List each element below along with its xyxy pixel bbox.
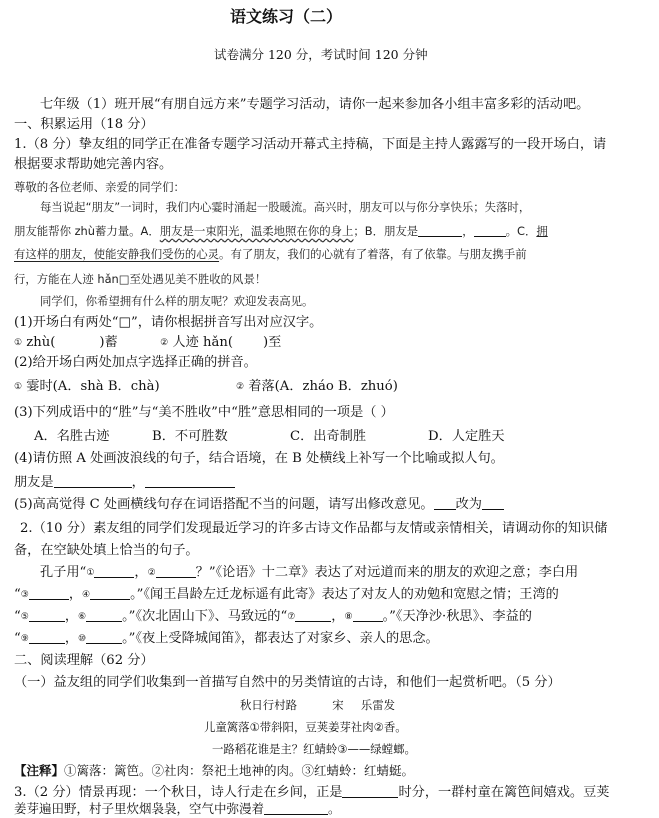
q2-line5 [14,608,532,626]
sq4-sep: ， [131,475,145,490]
q3-l1a: 3.（2 分）情景再现：一个秋日，诗人行走在乡间，正是 [14,785,343,800]
section2-part1: （一）益友组的同学们收集到一首描写自然中的另类情谊的古诗，和他们一起赏析吧。（5 分） [14,675,561,690]
blank-q2-8[interactable] [353,609,383,622]
c2: ② [147,568,156,578]
speech-l2e: 拥 [536,224,548,238]
sq1-b2: )至 [262,335,282,350]
speech-line4: 行，方能在人迹 hǎn□至处遇见美不胜收的风景！ [14,272,267,286]
q2-l5e: 。”《天净沙·秋思》、李益的 [382,609,532,624]
speech-greeting: 尊敬的各位老师、亲爱的同学们： [14,180,185,194]
option-b[interactable]: B．不可胜数 [152,429,228,444]
subq1-answers [14,334,281,352]
blank-q3-1[interactable] [342,785,398,798]
q3-l2b: 。 [328,801,341,816]
q2-l4b: ， [68,587,83,602]
sq5: (5)高高觉得 C 处画横线句存在词语搭配不当的问题，请写出修改意见。 [14,497,434,512]
c4: ④ [82,590,91,600]
poem-line1: 儿童篱落①带斜阳，豆荚姜芽社肉②香。 [204,720,407,734]
poem-line2: 一路稻花谁是主？红蜻蛉③——绿螳螂。 [212,742,416,756]
q2-l3a: 孔子用“ [40,565,87,580]
blank-q2-5[interactable] [29,609,65,622]
sq1-b: 人迹 hǎn( [172,335,233,350]
q2-l4c: 。”《闻王昌龄左迁龙标遥有此寄》表达了对友人的劝勉和宽慰之情；王湾的 [130,587,559,602]
section2-heading: 二、阅读理解（62 分） [14,653,154,668]
q3-line2 [14,800,341,818]
sq2-b: 着落(A．zháo B．zhuó) [248,379,398,394]
note-text: ①篱落：篱笆。②社肉：祭祀土地神的肉。③红蜻蛉：红蜻蜓。 [64,763,415,778]
q2-l5a: “ [14,609,21,624]
q2-line3 [40,564,578,582]
speech-l2b: ；B．朋友是 [353,224,419,238]
c9: ⑨ [20,634,29,644]
speech-line1: 每当说起“朋友”一词时，我们内心霎时涌起一股暖流。高兴时，朋友可以与你分享快乐；失落时， [40,200,531,214]
circle-2: ② [160,338,169,348]
c1: ① [86,568,95,578]
sq5-change: 改为 [455,497,482,512]
poem-title: 秋日行村路 [240,698,297,712]
circle-2b: ② [236,382,245,392]
blank-b1[interactable] [418,224,462,237]
blank-q2-4[interactable] [90,587,130,600]
speech-line5: 同学们，你希望拥有什么样的朋友呢？欢迎发表高见。 [40,294,314,308]
q2-line4 [14,586,559,604]
blank-q2-9[interactable] [29,631,65,644]
blank-q2-2[interactable] [156,565,196,578]
q2-l5c: 。”《次北固山下》、马致远的“ [122,609,288,624]
sq2-a: 霎时(A．shà B．chà) [26,379,160,394]
exam-info: 试卷满分 120 分，考试时间 120 分钟 [214,47,428,62]
q2-l3c: ？”《论语》十二章》表达了对远道而来的朋友的欢迎之意；李白用 [195,565,579,580]
blank-q2-3[interactable] [29,587,69,600]
q1-line1: 1.（8 分）挚友组的同学正在准备专题学习活动开幕式主持稿，下面是主持人露露写的一段开场白，请 [14,137,607,152]
blank-q2-1[interactable] [94,565,134,578]
subq3-options [34,428,505,446]
c3: ③ [20,590,29,600]
circle-1b: ① [14,382,23,392]
blank-4a[interactable] [54,475,132,488]
subq4: (4)请仿照 A 处画波浪线的句子，结合语境，在 B 处横线上补写一个比喻或拟人句。 [14,451,504,466]
poem-author: 乐雷发 [360,698,396,712]
note-label: 【注释】 [14,763,65,778]
option-d[interactable]: D．人定胜天 [428,429,505,444]
option-c[interactable]: C．出奇制胜 [290,429,367,444]
underlined-sentence-c: 有这样的朋友，使能安静我们受伤的心灵 [14,247,220,261]
blank-5a[interactable] [434,497,456,510]
speech-l3b: 。有了朋友，我们的心就有了着落，有了依靠。与朋友携手前 [219,247,527,261]
poem-dynasty: 宋 [332,698,344,712]
section1-heading: 一、积累运用（18 分） [14,117,154,132]
q2-l6a: “ [14,631,21,646]
q2-l5b: ， [64,609,79,624]
q2-line6 [14,630,439,648]
blank-b2[interactable] [474,224,506,237]
q2-l4a: “ [14,587,21,602]
c6: ⑥ [78,612,87,622]
q2-line1: 2.（10 分）素友组的同学们发现最近学习的许多古诗文作品都与友情或亲情相关，请调动你的知识储 [20,521,608,536]
circle-1: ① [14,338,23,348]
c8: ⑧ [344,612,353,622]
q3-l1b: 时分，一群村童在篱笆间嬉戏。豆荚 [398,785,610,800]
blank-q2-6[interactable] [86,609,122,622]
sq4-ans: 朋友是 [14,475,54,490]
q3-l2a: 姜芽遍田野，村子里炊烟袅袅，空气中弥漫着 [14,801,265,816]
option-a[interactable]: A．名胜古迹 [34,429,110,444]
speech-l2a: 朋友能帮你 zhù蓄力量。A． [14,224,160,238]
subq4-answer [14,474,235,492]
poem-notes [14,762,414,780]
subq5 [14,496,504,514]
subq3: (3)下列成语中的“胜”与“美不胜收”中“胜”意思相同的一项是（ ） [14,405,394,420]
blank-q2-7[interactable] [295,609,331,622]
q1-line2: 根据要求帮助她完善内容。 [14,157,173,172]
page-title: 语文练习（二） [230,7,343,26]
sq1-a: zhù( [26,335,56,350]
subq2-options [14,378,398,396]
q2-l6c: 。”《夜上受降城闻笛》，都表达了对家乡、亲人的思念。 [122,631,439,646]
q2-l6b: ， [64,631,79,646]
speech-l2d: 。C． [505,224,537,238]
q2-l5d: ， [331,609,345,624]
poem-heading [240,696,395,714]
c10: ⑩ [78,634,87,644]
speech-line2 [14,222,548,240]
speech-line3 [14,245,527,263]
q2-line2: 备，在空缺处填上恰当的句子。 [14,543,199,558]
q2-l3b: ， [134,565,148,580]
subq2: (2)给开场白两处加点字选择正确的拼音。 [14,355,257,370]
blank-4b[interactable] [145,475,235,488]
wavy-sentence-a: 朋友是一束阳光，温柔地照在你的身上 [159,224,354,238]
sq1-a2: )蓄 [99,335,118,350]
intro-text: 七年级（1）班开展“有朋自远方来”专题学习活动，请你一起来参加各小组丰富多彩的活动吧。 [40,97,590,112]
blank-q2-10[interactable] [86,631,122,644]
speech-l2c: ， [462,224,474,238]
subq1: (1)开场白有两处“□”，请你根据拼音写出对应汉字。 [14,315,323,330]
c7: ⑦ [287,612,296,622]
blank-5b[interactable] [482,497,504,510]
c5: ⑤ [20,612,29,622]
